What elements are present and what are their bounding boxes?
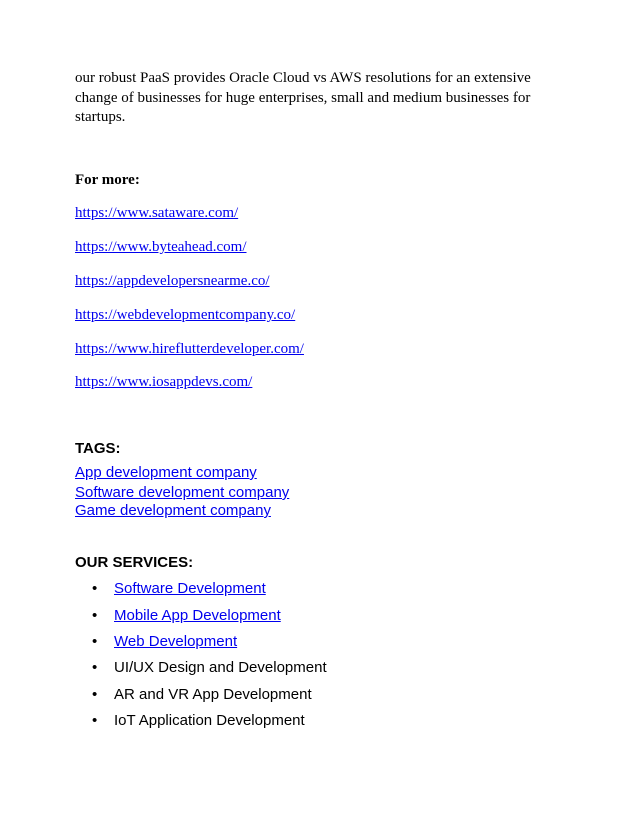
link-item (75, 307, 295, 324)
service-ar-vr-development: AR and VR App Development (114, 686, 312, 703)
link-byteahead[interactable]: https://www.byteahead.com/ (75, 239, 247, 255)
service-item (92, 633, 237, 650)
service-iot-development: IoT Application Development (114, 712, 305, 729)
tag-software-development[interactable]: Software development company (75, 484, 290, 501)
service-item (92, 580, 266, 597)
link-item (75, 341, 304, 358)
service-web-development[interactable]: Web Development (114, 633, 238, 650)
link-item (75, 205, 238, 222)
tag-item (75, 484, 289, 501)
bullet-icon: • (92, 607, 98, 624)
intro-paragraph (75, 69, 545, 128)
for-more-heading: For more: (75, 172, 140, 188)
service-uiux-design: UI/UX Design and Development (114, 659, 327, 676)
bullet-icon: • (92, 633, 98, 650)
link-item (75, 273, 270, 290)
services-heading: OUR SERVICES: (75, 554, 194, 571)
link-appdevelopersnearme[interactable]: https://appdevelopersnearme.co/ (75, 273, 270, 289)
tags-heading: TAGS: (75, 440, 121, 457)
link-iosappdevs[interactable]: https://www.iosappdevs.com/ (75, 374, 253, 390)
bullet-icon: • (92, 659, 98, 676)
service-item (92, 607, 281, 624)
service-mobile-app-development[interactable]: Mobile App Development (114, 607, 281, 624)
intro-line-2: change of businesses for huge enterprises, small and medium businesses for (75, 89, 531, 106)
service-item (92, 686, 312, 703)
intro-line-3: startups. (75, 109, 126, 125)
bullet-icon: • (92, 580, 98, 597)
bullet-icon: • (92, 686, 98, 703)
service-item (92, 659, 327, 676)
link-item (75, 239, 247, 256)
link-sataware[interactable]: https://www.sataware.com/ (75, 205, 239, 221)
tag-app-development[interactable]: App development company (75, 464, 257, 481)
link-item (75, 374, 252, 391)
intro-line-1: our robust PaaS provides Oracle Cloud vs AWS resolutions for an extensive (75, 70, 531, 86)
service-item (92, 712, 305, 729)
tag-item (75, 464, 257, 481)
link-hireflutterdeveloper[interactable]: https://www.hireflutterdeveloper.com/ (75, 341, 304, 357)
link-webdevelopmentcompany[interactable]: https://webdevelopmentcompany.co/ (75, 307, 296, 323)
tag-game-development[interactable]: Game development company (75, 502, 271, 519)
bullet-icon: • (92, 712, 98, 729)
tag-item (75, 502, 271, 519)
service-software-development[interactable]: Software Development (114, 580, 266, 597)
